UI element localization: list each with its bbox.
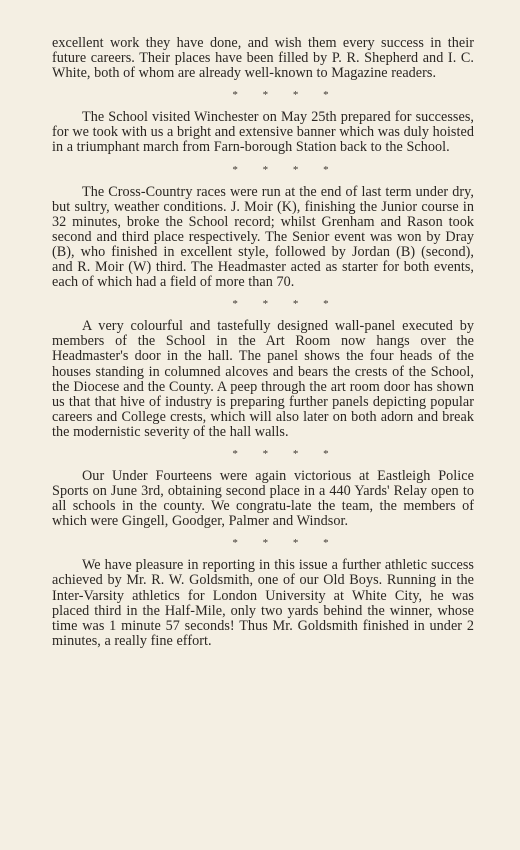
section-separator: * * * * [232, 163, 330, 176]
paragraph-goldsmith: We have pleasure in reporting in this issue a further athletic success achieved by Mr. R. W. Goldsmith, one of our Old Boys. Running in the Inter-Varsity athletics for London University at White City, he was placed third in the Half-Mile, only two yards behind the winner, whose time was 1 minute 57 seconds! Thus Mr. Goldsmith finished in under 2 minutes, a really fine effort. [52, 557, 474, 649]
paragraph-farewell: excellent work they have done, and wish them every success in their future careers. Their places have been filled by P. R. Shepherd and I. C. White, both of whom are already well-known to Magazine readers. [52, 35, 474, 82]
paragraph-winchester-visit: The School visited Winchester on May 25th prepared for successes, for we took with us a bright and extensive banner which was duly hoisted in a triumphant march from Farn-borough Station back to the School. [52, 109, 474, 156]
paragraph-under-fourteens: Our Under Fourteens were again victorious at Eastleigh Police Sports on June 3rd, obtaining second place in a 440 Yards' Relay open to all schools in the county. We congratu-late the team, the members of which were Gingell, Goodger, Palmer and Windsor. [52, 467, 474, 530]
section-separator: * * * * [232, 447, 330, 460]
section-separator: * * * * [232, 537, 330, 550]
paragraph-cross-country: The Cross-Country races were run at the end of last term under dry, but sultry, weather conditions. J. Moir (K), finishing the Junior course in 32 minutes, broke the School record; whilst Grenham and Rason took second and third place respectively. The Senior event was won by Dray (B), who finished in excellent style, followed by Jordan (B) (second), and R. Moir (W) third. The Headmaster acted as starter for both events, each of which had a field of more than 70. [52, 183, 474, 291]
magazine-page [52, 36, 474, 649]
paragraph-wall-panel: A very colourful and tastefully designed wall-panel executed by members of the School in the Art Room now hangs over the Headmaster's door in the hall. The panel shows the four heads of the houses standing in columned alcoves and bears the crests of the School, the Diocese and the County. A peep through the art room door has shown us that that hive of industry is preparing further panels depicting popular careers and College crests, which will also later on both adorn and break the modernistic severity of the hall walls. [52, 318, 474, 440]
section-separator: * * * * [232, 298, 330, 311]
section-separator: * * * * [232, 89, 330, 102]
